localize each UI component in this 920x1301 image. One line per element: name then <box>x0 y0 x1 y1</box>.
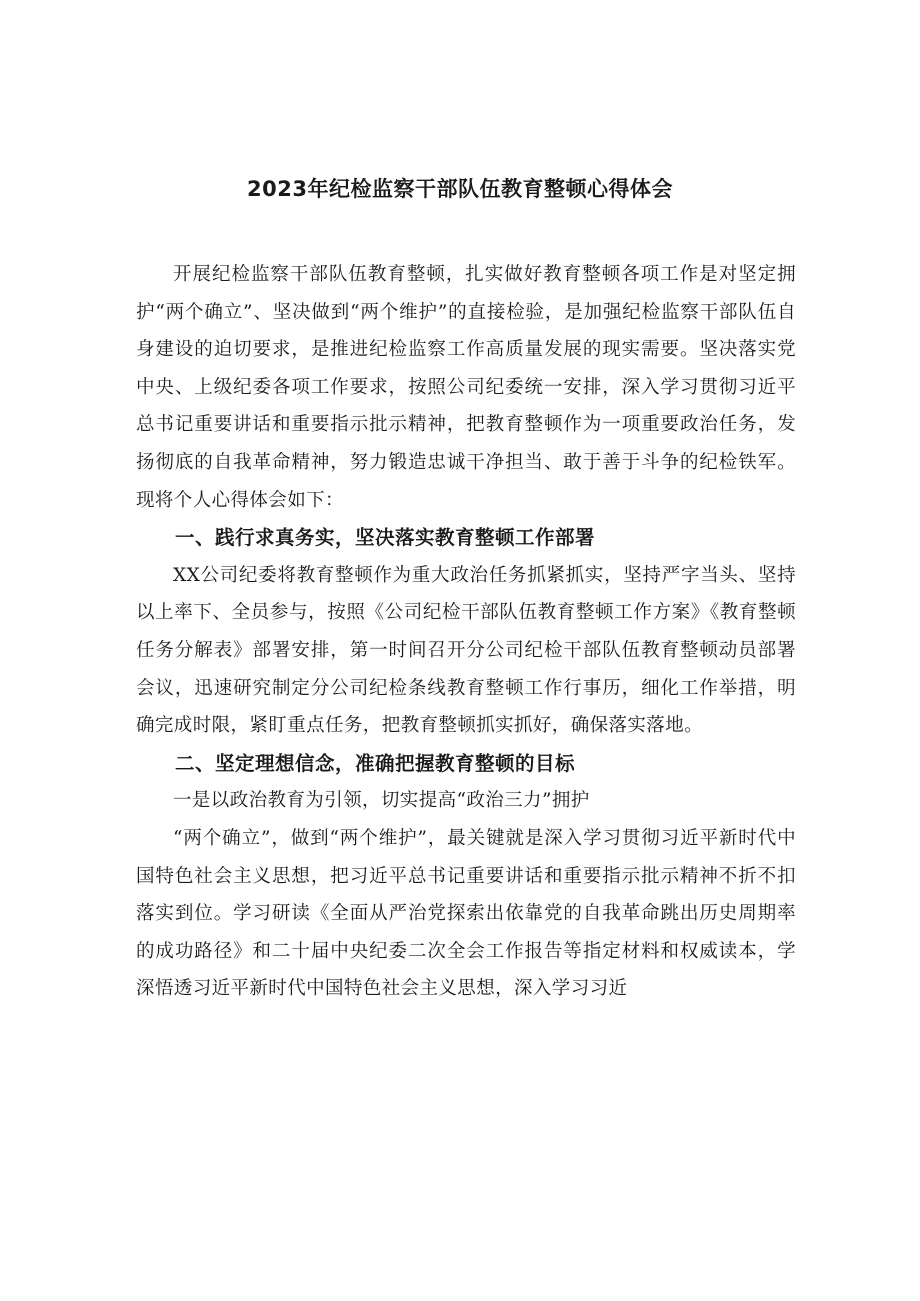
section-1-heading: 一、践行求真务实，坚决落实教育整顿工作部署 <box>175 526 596 550</box>
document-title: 2023年纪检监察干部队伍教育整顿心得体会 <box>247 177 673 201</box>
section-2-subheading: 一是以政治教育为引领，切实提高“政治三力”拥护 <box>173 790 590 812</box>
section-2-paragraph: “两个确立”，做到“两个维护”，最关键就是深入学习贯彻习近平新时代中国特色社会主义思想，把习近平总书记重要讲话和重要指示批示精神不折不扣落实到位。学习研读《全面从严治党探索出依靠党的自我革命跳出历史周期率的成功路径》和二十届中央纪委二次全会工作报告等指定材料和权威读本，学深悟透习近平新时代中国特色社会主义思想，深入学习习近 <box>136 827 796 1000</box>
section-1-paragraph: XX公司纪委将教育整顿作为重大政治任务抓紧抓实，坚持严字当头、坚持以上率下、全员参与，按照《公司纪检干部队伍教育整顿工作方案》《教育整顿任务分解表》部署安排，第一时间召开分公司纪检干部队伍教育整顿动员部署会议，迅速研究制定分公司纪检条线教育整顿工作行事历，细化工作举措，明确完成时限，紧盯重点任务，把教育整顿抓实抓好，确保落实落地。 <box>136 564 796 737</box>
document-body <box>136 256 796 1008</box>
section-2-heading: 二、坚定理想信念，准确把握教育整顿的目标 <box>175 751 576 775</box>
intro-paragraph: 开展纪检监察干部队伍教育整顿，扎实做好教育整顿各项工作是对坚定拥护“两个确立”、坚决做到“两个维护”的直接检验，是加强纪检监察干部队伍自身建设的迫切要求，是推进纪检监察工作高质量发展的现实需要。坚决落实党中央、上级纪委各项工作要求，按照公司纪委统一安排，深入学习贯彻习近平总书记重要讲话和重要指示批示精神，把教育整顿作为一项重要政治任务，发扬彻底的自我革命精神，努力锻造忠诚干净担当、敢于善于斗争的纪检铁军。现将个人心得体会如下： <box>136 264 796 511</box>
